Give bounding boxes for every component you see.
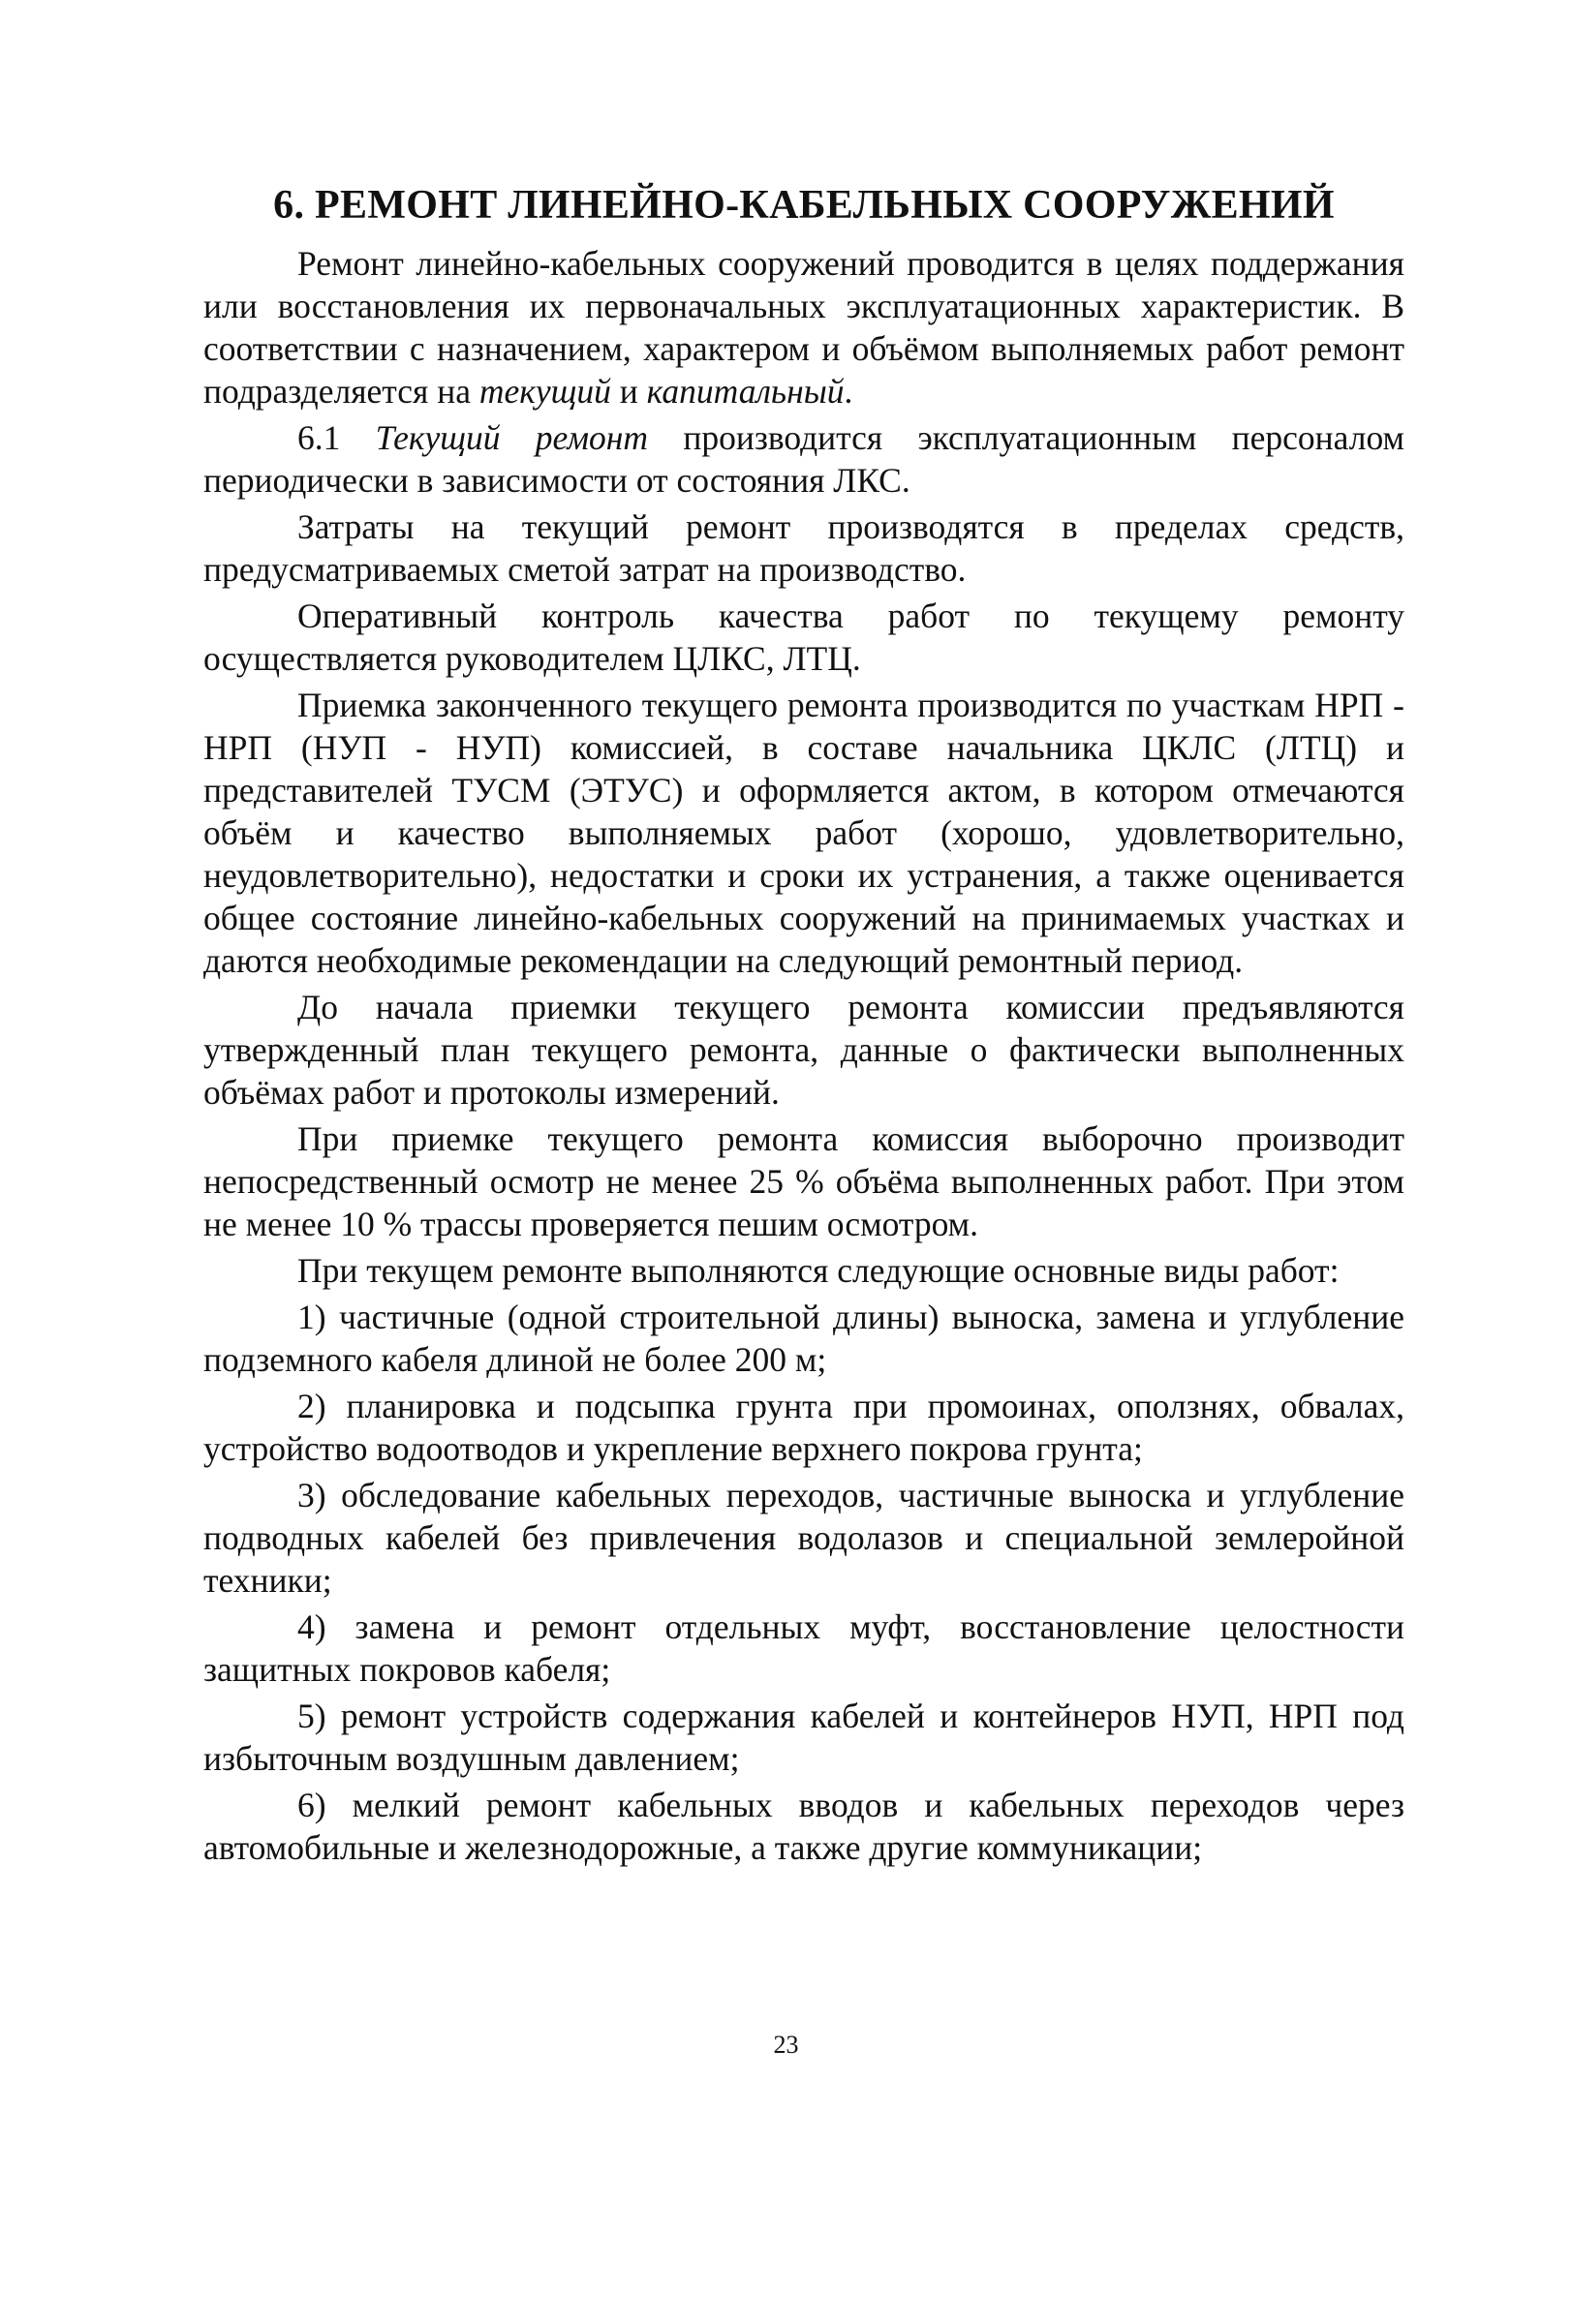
paragraph: Затраты на текущий ремонт производятся в пределах средств, предусматриваемых сметой затрат на производство. [203, 507, 1404, 589]
paragraph: До начала приемки текущего ремонта комиссии предъявляются утвержденный план текущего ремонта, данные о фактически выполненных объёмах работ и протоколы измерений. [203, 988, 1404, 1112]
list-item: 3) обследование кабельных переходов, частичные выноска и углубление подводных кабелей без привлечения водолазов и специальной землеройной техники; [203, 1476, 1404, 1600]
paragraph: При текущем ремонте выполняются следующие основные виды работ: [297, 1251, 1340, 1290]
intro-text: Ремонт линейно-кабельных сооружений проводится в целях поддержания или восстановления их первоначальных эксплуатационных характеристик. В соответствии с назначением, характером и объёмом выполняемых работ ремонт подразделяется на [203, 244, 1404, 411]
intro-conjunction: и [610, 372, 647, 411]
list-item: 1) частичные (одной строительной длины) выноска, замена и углубление подземного кабеля длиной не более 200 м; [203, 1298, 1404, 1379]
term-current: текущий [478, 372, 611, 411]
section-6-1-text: производится эксплуатационным персоналом периодически в зависимости от состояния ЛКС. [203, 418, 1404, 500]
list-item: 6) мелкий ремонт кабельных вводов и кабельных переходов через автомобильные и железнодорожные, а также другие коммуникации; [203, 1786, 1404, 1867]
list-item: 2) планировка и подсыпка грунта при промоинах, оползнях, обвалах, устройство водоотводов и укрепление верхнего покрова грунта; [203, 1387, 1404, 1468]
document-body [203, 242, 1404, 1869]
intro-paragraph [203, 242, 1404, 413]
page-number: 23 [773, 2031, 799, 2059]
list-item: 4) замена и ремонт отдельных муфт, восстановление целостности защитных покровов кабеля; [203, 1607, 1404, 1689]
term-capital: капитальный [646, 372, 845, 411]
section-6-1-term: Текущий ремонт [375, 418, 649, 457]
section-title: 6. РЕМОНТ ЛИНЕЙНО-КАБЕЛЬНЫХ СООРУЖЕНИЙ [273, 183, 1335, 229]
section-6-1-number: 6.1 [297, 418, 376, 457]
paragraph: Приемка законченного текущего ремонта производится по участкам НРП - НРП (НУП - НУП) комиссией, в составе начальника ЦКЛС (ЛТЦ) и представителей ТУСМ (ЭТУС) и оформляется актом, в котором отмечаются объём и качество выполняемых работ (хорошо, удовлетворительно, неудовлетворительно), недостатки и сроки их устранения, а также оценивается общее состояние линейно-кабельных сооружений на принимаемых участках и даются необходимые рекомендации на следующий ремонтный период. [203, 686, 1404, 980]
section-6-1-paragraph [203, 416, 1404, 502]
intro-end: . [844, 372, 853, 411]
paragraph: Оперативный контроль качества работ по текущему ремонту осуществляется руководителем ЦЛКС, ЛТЦ. [203, 596, 1404, 678]
paragraph: При приемке текущего ремонта комиссия выборочно производит непосредственный осмотр не менее 25 % объёма выполненных работ. При этом не менее 10 % трассы проверяется пешим осмотром. [203, 1119, 1404, 1243]
list-item: 5) ремонт устройств содержания кабелей и контейнеров НУП, НРП под избыточным воздушным давлением; [203, 1697, 1404, 1778]
